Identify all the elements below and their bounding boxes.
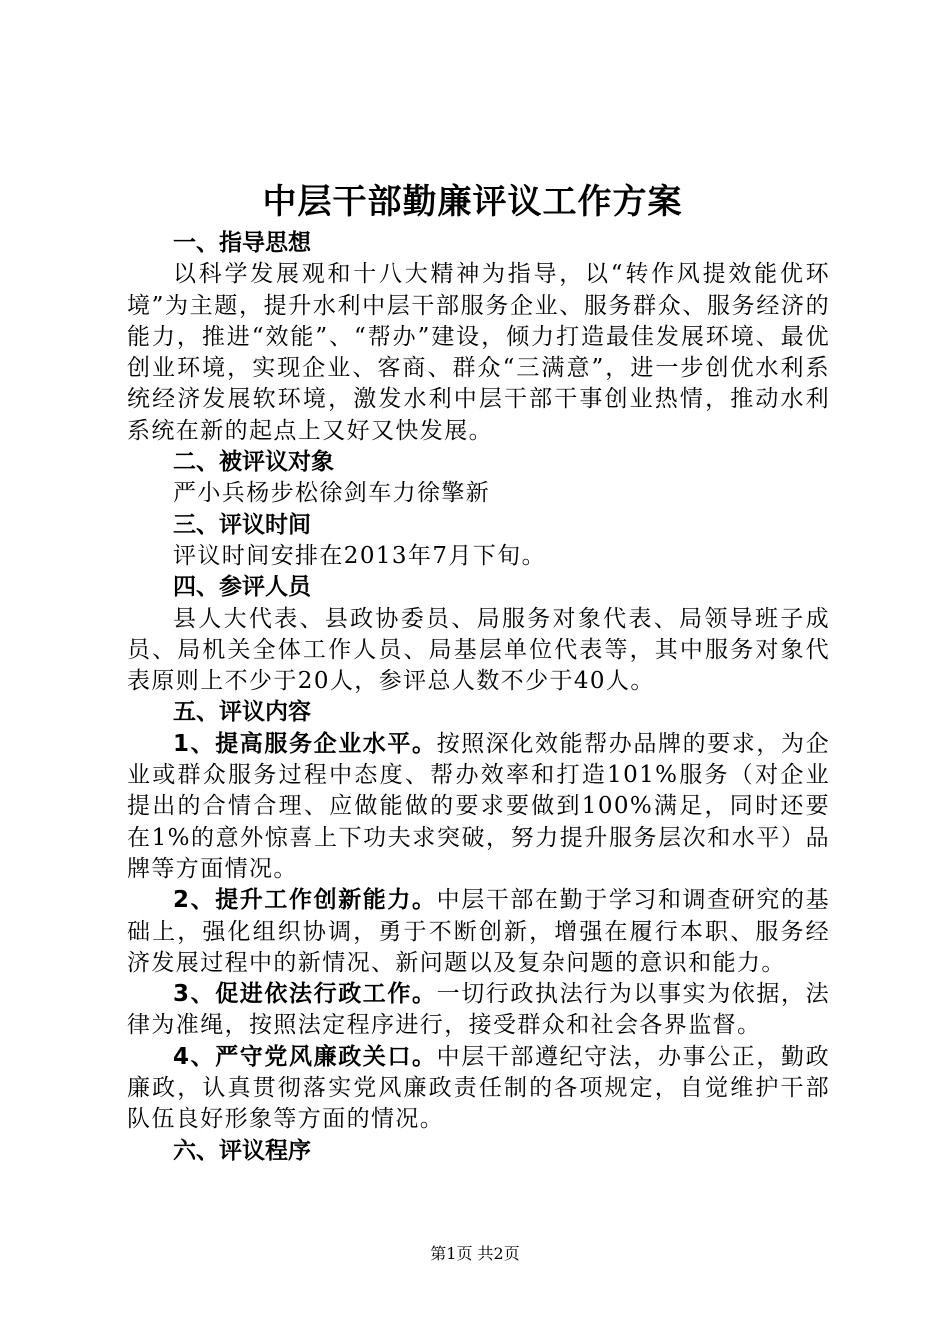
paragraph-text: 以科学发展观和十八大精神为指导，以“转作风提效能优环境”为主题，提升水利中层干部服务企业、服务群众、服务经济的能力，推进“效能”、“帮办”建设，倾力打造最佳发展环境、最优创业环境，实现企业、客商、群众“三满意”，进一步创优水利系统经济发展软环境，激发水利中层干部干事创业热情，推动水利系统在新的起点上又好又快发展。 bbox=[127, 261, 830, 444]
section-heading: 五、评议内容 bbox=[173, 699, 311, 726]
section-evaluation-time bbox=[127, 510, 830, 573]
paragraph-text: 县人大代表、县政协委员、局服务对象代表、局领导班子成员、局机关全体工作人员、局基层单位代表等，其中服务对象代表原则上不少于20人，参评总人数不少于40人。 bbox=[127, 605, 830, 695]
section-evaluated-persons bbox=[127, 447, 830, 510]
paragraph bbox=[127, 478, 830, 509]
section-heading: 一、指导思想 bbox=[173, 230, 311, 256]
section-heading: 四、参评人员 bbox=[173, 574, 311, 601]
paragraph bbox=[127, 259, 830, 447]
paragraph bbox=[127, 1042, 830, 1136]
section-heading: 三、评议时间 bbox=[173, 511, 311, 538]
section-evaluation-content bbox=[127, 697, 830, 1135]
section-guiding-ideology bbox=[127, 228, 830, 447]
paragraph-text: 中层干部遵纪守法，办事公正，勤政廉政，认真贯彻落实党风廉政责任制的各项规定，自觉维护干部队伍良好形象等方面的情况。 bbox=[127, 1043, 831, 1133]
paragraph-text: 中层干部在勤于学习和调查研究的基础上，强化组织协调，勇于不断创新，增强在履行本职、服务经济发展过程中的新情况、新问题以及复杂问题的意识和能力。 bbox=[127, 887, 831, 976]
page-footer: 第1页 共2页 bbox=[430, 1244, 520, 1263]
section-evaluation-procedure bbox=[127, 1136, 830, 1167]
document-page bbox=[127, 180, 830, 1167]
paragraph-lead: 4、严守党风廉政关口。 bbox=[173, 1043, 437, 1070]
paragraph-text: 按照深化效能帮办品牌的要求，为企业或群众服务过程中态度、帮办效率和打造101%服务（对企业提出的合情合理、应做能做的要求要做到100%满足，同时还要在1%的意外惊喜上下功夫求突破，努力提升服务层次和水平）品牌等方面情况。 bbox=[127, 730, 831, 882]
paragraph bbox=[127, 541, 830, 572]
paragraph bbox=[127, 729, 830, 885]
paragraph-text: 一切行政执法行为以事实为依据，法律为准绳，按照法定程序进行，接受群众和社会各界监督。 bbox=[127, 981, 831, 1039]
document-title: 中层干部勤廉评议工作方案 bbox=[262, 182, 683, 222]
paragraph bbox=[127, 885, 830, 979]
paragraph bbox=[127, 604, 830, 698]
section-heading: 六、评议程序 bbox=[173, 1137, 311, 1164]
paragraph-text: 评议时间安排在2013年7月下旬。 bbox=[173, 542, 546, 569]
paragraph-lead: 3、促进依法行政工作。 bbox=[173, 981, 437, 1008]
paragraph-lead: 1、提高服务企业水平。 bbox=[173, 730, 437, 757]
section-participants bbox=[127, 572, 830, 697]
paragraph-text: 严小兵杨步松徐剑车力徐擎新 bbox=[173, 480, 491, 507]
paragraph-lead: 2、提升工作创新能力。 bbox=[173, 887, 437, 914]
paragraph bbox=[127, 979, 830, 1042]
section-heading: 二、被评议对象 bbox=[173, 449, 334, 476]
